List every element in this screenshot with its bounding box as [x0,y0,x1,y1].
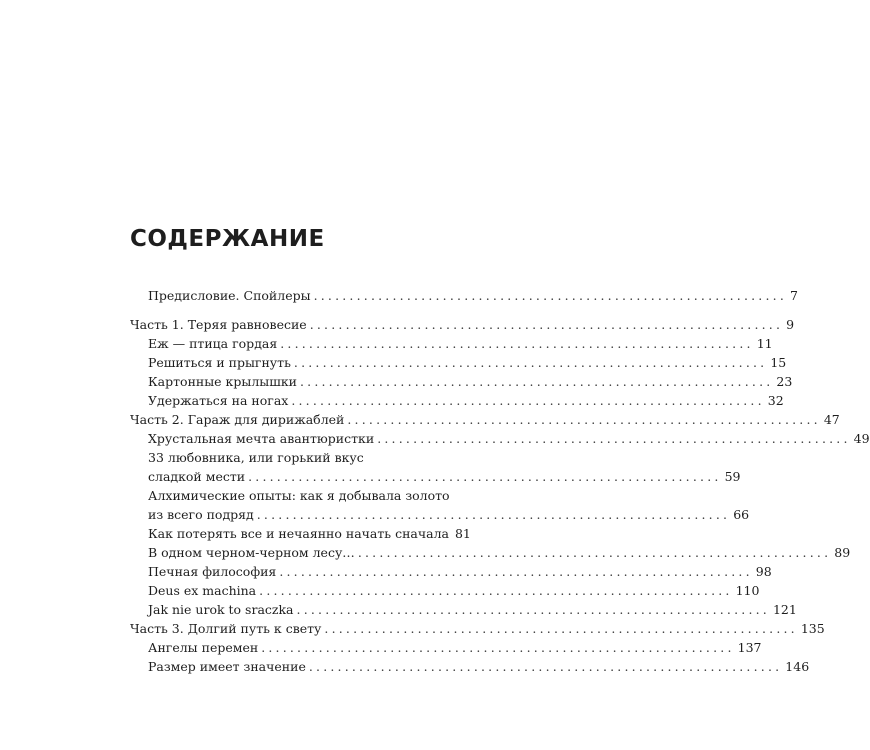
toc-entry-label: Картонные крылышки [148,374,297,389]
toc-entry-label: Печная философия [148,564,277,579]
toc-entry-label: Размер имеет значение [148,659,306,674]
leader-dots: .................................................................. [357,545,832,560]
toc-entry-label-line1: 33 любовника, или горький вкус [148,450,364,465]
toc-entry-page: 23 [776,374,793,389]
toc-entry-page: 11 [756,336,773,351]
toc-entry-page: 137 [737,640,762,655]
toc-entry-page: 32 [767,393,784,408]
toc-entry-chapter [148,469,741,485]
toc-entry-label: Ангелы перемен [148,640,259,655]
toc-entry-page: 110 [735,583,760,598]
toc-entry-label: Как потерять все и нечаянно начать сначала [148,526,449,541]
leader-dots: .................................................................. [280,336,754,351]
toc-entry-label-line1: Алхимические опыты: как я добывала золото [148,488,450,503]
page-title: СОДЕРЖАНИЕ [130,226,325,252]
toc-entry-page: 15 [770,355,787,370]
toc-entry-page: 89 [834,545,851,560]
toc-entry-page: 146 [785,659,810,674]
toc-entry-chapter [148,659,810,675]
leader-dots: .................................................................. [324,621,798,636]
leader-dots: .................................................................. [347,412,821,427]
leader-dots: .................................................................. [296,602,770,617]
leader-dots: .................................................................. [259,583,733,598]
toc-entry-chapter [148,545,851,561]
toc-entry-page: 98 [755,564,772,579]
toc-entry-label: Jak nie urok to sraczka [148,602,294,617]
toc-entry-chapter [148,583,760,599]
leader-dots: .................................................................. [293,355,768,370]
toc-entry-page: 59 [724,469,741,484]
toc-entry-page: 9 [786,317,795,332]
toc-entry-part-2 [130,412,840,428]
leader-dots: .................................................................. [308,659,783,674]
toc-entry-label: сладкой мести [148,469,246,484]
toc-entry-label: Предисловие. Спойлеры [148,288,311,303]
leader-dots: .................................................................. [248,469,722,484]
toc-entry-chapter [148,526,471,542]
leader-dots: .................................................................. [279,564,753,579]
toc-entry-chapter [148,393,784,409]
leader-dots: .................................................................. [261,640,735,655]
toc-entry-label: В одном черном-черном лесу… [148,545,355,560]
toc-entry-chapter [148,564,772,580]
toc-entry-page: 47 [823,412,840,427]
toc-entry-label: Удержаться на ногах [148,393,289,408]
leader-dots: .................................................................. [309,317,784,332]
toc-entry-chapter [148,355,787,371]
toc-entry-chapter [148,336,773,352]
leader-dots: .................................................................. [313,288,788,303]
toc-entry-label: из всего подряд [148,507,254,522]
leader-dots: .................................................................. [377,431,851,446]
toc-entry-label: Часть 1. Теряя равновесие [130,317,307,332]
toc-entry-label: Часть 3. Долгий путь к свету [130,621,322,636]
toc-entry-page: 7 [790,288,798,303]
toc-entry-page: 49 [853,431,870,446]
leader-dots: .................................................................. [256,507,731,522]
toc-entry-label: Решиться и прыгнуть [148,355,291,370]
toc-entry-part-3 [130,621,825,637]
toc-entry-preface [148,288,798,304]
toc-entry-page: 81 [454,526,471,541]
toc-entry-chapter [148,602,797,618]
toc-entry-chapter [148,507,750,523]
toc-entry-label: Deus ex machina [148,583,257,598]
leader-dots: .................................................................. [299,374,774,389]
leader-dots: .................................................................. [291,393,765,408]
toc-entry-label: Хрустальная мечта авантюристки [148,431,375,446]
toc-entry-chapter [148,640,762,656]
toc-entry-label: Часть 2. Гараж для дирижаблей [130,412,345,427]
toc-entry-part-1 [130,317,795,333]
toc-entry-page: 121 [772,602,797,617]
toc-entry-chapter [148,431,870,447]
toc-entry-page: 66 [733,507,750,522]
toc-entry-label: Еж — птица гордая [148,336,278,351]
toc-entry-chapter [148,374,793,390]
toc-entry-page: 135 [800,621,825,636]
